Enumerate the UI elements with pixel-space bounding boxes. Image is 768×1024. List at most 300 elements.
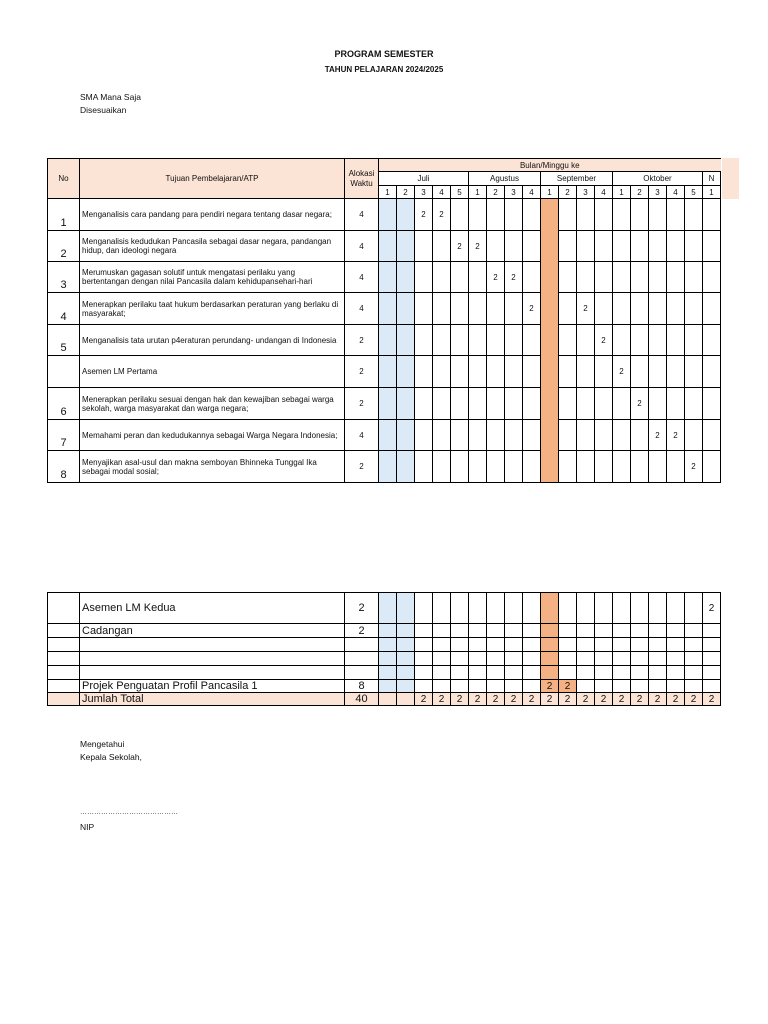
week-cell [613,199,631,231]
table-row [48,199,721,231]
week-cell [595,451,613,483]
table-row [48,420,721,451]
week-cell [433,388,451,420]
week-cell [685,388,703,420]
row-number: 6 [48,388,80,420]
week-cell [505,231,523,262]
week-cell [415,652,433,666]
total-cell: 2 [505,693,523,706]
week-cell [559,420,577,451]
school-name: SMA Mana Saja [80,92,141,102]
row-alokasi: 4 [345,262,379,293]
week-cell [541,638,559,652]
week-cell [667,262,685,293]
week-cell [559,199,577,231]
row-objective: Menganalisis kedudukan Pancasila sebagai dasar negara, pandangan hidup, dan ideologi negara [80,231,345,262]
week-cell [469,451,487,483]
week-cell [505,325,523,356]
week-cell: 2 [433,199,451,231]
week-cell [433,325,451,356]
week-cell [703,293,721,325]
row-objective: Menyajikan asal-usul dan makna semboyan Bhinneka Tunggal Ika sebagai modal sosial; [80,451,345,483]
week-cell [703,388,721,420]
week-cell [523,652,541,666]
week-cell [415,325,433,356]
total-cell: 2 [433,693,451,706]
summary-blank [48,652,80,666]
week-cell [379,293,397,325]
week-cell [577,624,595,638]
week-cell [667,199,685,231]
week-cell [667,638,685,652]
week-header: 3 [649,186,667,199]
week-cell [631,666,649,680]
week-cell [703,451,721,483]
week-cell [703,666,721,680]
week-cell [505,593,523,624]
week-cell [577,356,595,388]
week-cell [649,638,667,652]
week-cell [685,593,703,624]
week-cell: 2 [487,262,505,293]
week-cell [649,666,667,680]
week-cell [469,680,487,693]
week-header: 4 [523,186,541,199]
week-cell [631,325,649,356]
week-header: 3 [415,186,433,199]
week-cell [379,638,397,652]
week-cell [469,262,487,293]
week-cell [685,666,703,680]
summary-alokasi [345,666,379,680]
total-cell [397,693,415,706]
week-cell [523,680,541,693]
week-cell [451,666,469,680]
summary-blank [48,680,80,693]
week-cell [415,293,433,325]
week-cell [487,666,505,680]
week-cell [451,388,469,420]
row-number: 7 [48,420,80,451]
total-cell: 2 [541,693,559,706]
week-cell [559,624,577,638]
week-cell [451,293,469,325]
week-cell [451,624,469,638]
week-cell [433,652,451,666]
week-cell [505,388,523,420]
week-cell [433,293,451,325]
week-cell [577,593,595,624]
week-header: 2 [631,186,649,199]
total-blank [48,693,80,706]
week-cell [469,356,487,388]
sign-dots: …………………………………… [80,809,178,816]
week-cell [667,451,685,483]
week-cell [703,199,721,231]
week-cell [577,199,595,231]
week-cell [469,624,487,638]
summary-alokasi: 2 [345,593,379,624]
week-cell [523,593,541,624]
week-cell [613,638,631,652]
week-cell [703,420,721,451]
month-header: September [541,172,613,186]
week-cell [559,262,577,293]
week-cell [649,451,667,483]
week-cell [631,451,649,483]
week-cell [559,293,577,325]
total-row [48,693,721,706]
table-row [48,325,721,356]
week-cell [667,293,685,325]
row-objective: Merumuskan gagasan solutif untuk mengatasi perilaku yang bertentangan dengan nilai Pancasila dalam kehidupansehari-hari [80,262,345,293]
summary-label [80,638,345,652]
week-cell [631,199,649,231]
week-cell [505,356,523,388]
week-cell [667,593,685,624]
week-cell [577,638,595,652]
summary-alokasi: 2 [345,624,379,638]
week-cell [451,420,469,451]
table-row [48,262,721,293]
week-cell [631,420,649,451]
week-cell [649,231,667,262]
week-cell [505,652,523,666]
week-cell [667,325,685,356]
week-cell [397,451,415,483]
row-objective: Menganalisis cara pandang para pendiri negara tentang dasar negara; [80,199,345,231]
week-cell [541,652,559,666]
total-cell: 2 [595,693,613,706]
week-cell [559,666,577,680]
summary-row [48,638,721,652]
week-cell [397,420,415,451]
week-cell [685,638,703,652]
row-objective: Menganalisis tata urutan p4eraturan perundang- undangan di Indonesia [80,325,345,356]
week-cell [433,420,451,451]
week-cell [649,293,667,325]
week-cell [415,638,433,652]
week-cell [667,666,685,680]
week-cell [595,680,613,693]
week-cell [415,262,433,293]
summary-row [48,624,721,638]
row-alokasi: 4 [345,199,379,231]
week-cell [613,680,631,693]
week-cell [577,451,595,483]
week-cell [397,262,415,293]
week-cell [433,451,451,483]
summary-label: Cadangan [80,624,345,638]
week-cell [559,356,577,388]
week-cell [559,231,577,262]
week-cell [487,420,505,451]
week-cell [577,652,595,666]
row-alokasi: 4 [345,420,379,451]
row-alokasi: 2 [345,451,379,483]
week-cell [451,593,469,624]
week-cell [541,666,559,680]
week-cell: 2 [523,293,541,325]
week-cell [595,262,613,293]
week-cell [487,593,505,624]
week-cell [451,262,469,293]
total-cell: 2 [667,693,685,706]
week-header: 1 [613,186,631,199]
total-cell: 2 [523,693,541,706]
week-cell [397,231,415,262]
week-header: 2 [397,186,415,199]
week-cell [487,231,505,262]
total-cell: 2 [415,693,433,706]
week-cell [631,231,649,262]
week-cell [379,325,397,356]
week-cell [685,199,703,231]
summary-blank [48,624,80,638]
week-cell [595,199,613,231]
program-table [47,158,721,483]
week-cell [397,638,415,652]
week-cell [685,325,703,356]
week-cell [415,680,433,693]
week-header: 2 [487,186,505,199]
month-header: Juli [379,172,469,186]
week-cell [577,231,595,262]
week-cell [415,666,433,680]
week-cell [487,451,505,483]
summary-blank [48,638,80,652]
row-objective: Menerapkan perilaku sesuai dengan hak dan kewajiban sebagai warga sekolah, warga masyarakat dan warga negara; [80,388,345,420]
summary-alokasi [345,652,379,666]
week-cell [523,388,541,420]
week-cell [505,420,523,451]
month-header: N [703,172,721,186]
total-cell: 2 [469,693,487,706]
week-cell [487,388,505,420]
week-cell [667,388,685,420]
week-cell: 2 [469,231,487,262]
doc-title: PROGRAM SEMESTER [334,49,434,59]
week-cell [469,593,487,624]
week-cell [649,262,667,293]
week-cell [433,624,451,638]
week-cell [415,388,433,420]
week-header: 5 [685,186,703,199]
p5-block [541,199,559,483]
week-cell: 2 [577,293,595,325]
total-cell: 2 [577,693,595,706]
row-alokasi: 4 [345,293,379,325]
summary-label: Projek Penguatan Profil Pancasila 1 [80,680,345,693]
week-cell [685,293,703,325]
week-cell: 2 [415,199,433,231]
week-cell: 2 [505,262,523,293]
week-cell [595,420,613,451]
week-cell [577,262,595,293]
week-cell [451,199,469,231]
week-cell [631,593,649,624]
week-cell [649,680,667,693]
summary-alokasi: 8 [345,680,379,693]
row-number: 5 [48,325,80,356]
week-cell [649,624,667,638]
week-cell [577,666,595,680]
month-header: Oktober [613,172,703,186]
week-cell [631,262,649,293]
week-cell [523,666,541,680]
summary-row [48,666,721,680]
week-cell [685,262,703,293]
week-cell [469,325,487,356]
week-cell [451,638,469,652]
week-cell [379,593,397,624]
week-cell [379,666,397,680]
week-cell [505,293,523,325]
week-cell [667,231,685,262]
total-cell: 2 [631,693,649,706]
week-cell [559,451,577,483]
week-cell [487,356,505,388]
table-row [48,356,721,388]
week-cell [523,262,541,293]
week-cell [451,325,469,356]
week-cell [415,624,433,638]
week-cell [379,420,397,451]
week-cell [613,262,631,293]
week-cell [487,199,505,231]
row-number: 3 [48,262,80,293]
row-number [48,356,80,388]
summary-blank [48,666,80,680]
header-bulan: Bulan/Minggu ke [379,159,721,172]
week-cell [379,262,397,293]
week-cell [613,593,631,624]
row-objective: Asemen LM Pertama [80,356,345,388]
header-tujuan: Tujuan Pembelajaran/ATP [80,159,345,199]
total-cell: 2 [703,693,721,706]
week-cell [631,652,649,666]
header-overflow [722,158,739,199]
week-cell [649,388,667,420]
week-cell [577,680,595,693]
week-cell [667,652,685,666]
week-cell [487,624,505,638]
row-number: 4 [48,293,80,325]
week-cell [415,420,433,451]
week-cell [523,325,541,356]
week-cell: 2 [595,325,613,356]
week-cell [703,356,721,388]
table-row [48,293,721,325]
week-cell [523,420,541,451]
total-cell: 2 [451,693,469,706]
table-row [48,451,721,483]
week-cell [433,356,451,388]
week-header: 1 [469,186,487,199]
week-cell [415,593,433,624]
week-cell: 2 [703,593,721,624]
week-cell [469,638,487,652]
week-cell [685,652,703,666]
week-cell [523,451,541,483]
week-header: 3 [577,186,595,199]
week-cell [631,293,649,325]
row-number: 2 [48,231,80,262]
week-cell [631,680,649,693]
week-cell [469,293,487,325]
week-cell [487,652,505,666]
week-cell [667,356,685,388]
row-objective: Memahami peran dan kedudukannya sebagai Warga Negara Indonesia; [80,420,345,451]
week-cell [667,680,685,693]
week-cell [433,638,451,652]
week-cell [541,593,559,624]
week-cell [397,666,415,680]
month-header: Agustus [469,172,541,186]
week-cell [595,652,613,666]
week-cell [559,388,577,420]
week-cell [379,231,397,262]
week-cell [613,666,631,680]
week-cell [559,638,577,652]
week-cell [685,680,703,693]
week-header: 1 [541,186,559,199]
week-cell [469,199,487,231]
week-cell [703,652,721,666]
week-cell [397,652,415,666]
week-cell [379,624,397,638]
week-cell [433,262,451,293]
summary-label [80,652,345,666]
week-cell [595,624,613,638]
total-cell: 2 [613,693,631,706]
week-cell [703,325,721,356]
week-cell [577,420,595,451]
week-cell [487,325,505,356]
week-cell [649,325,667,356]
week-cell [613,420,631,451]
week-cell [469,666,487,680]
week-cell [487,680,505,693]
week-cell [397,325,415,356]
week-cell [649,593,667,624]
week-cell [523,356,541,388]
week-cell [433,593,451,624]
week-header: 3 [505,186,523,199]
week-cell [649,652,667,666]
week-cell [703,680,721,693]
summary-label [80,666,345,680]
row-alokasi: 2 [345,325,379,356]
summary-label: Asemen LM Kedua [80,593,345,624]
header-alokasi: Alokasi Waktu [345,159,379,199]
table-row [48,388,721,420]
week-cell [397,593,415,624]
week-cell [379,652,397,666]
week-cell [577,388,595,420]
total-label: Jumlah Total [80,693,345,706]
row-number: 8 [48,451,80,483]
week-cell [379,356,397,388]
week-cell [595,593,613,624]
sign-nip: NIP [80,822,95,832]
week-cell [523,231,541,262]
summary-row [48,652,721,666]
week-cell: 2 [685,451,703,483]
week-cell [703,262,721,293]
week-cell: 2 [613,356,631,388]
week-header: 1 [379,186,397,199]
